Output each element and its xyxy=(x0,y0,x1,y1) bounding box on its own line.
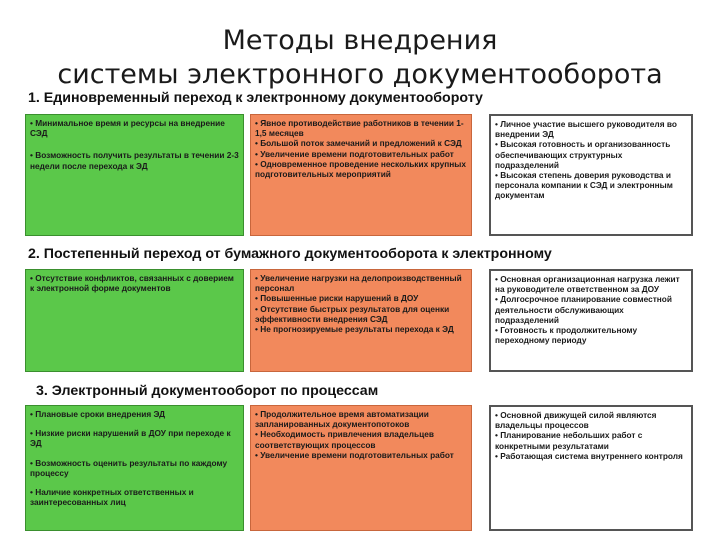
section-3-disadvantages xyxy=(250,405,472,531)
list-item: • Не прогнозируемые результаты перехода к ЭД xyxy=(255,324,454,335)
title-line-1: Методы внедрения xyxy=(222,25,498,56)
list-item: • Низкие риски нарушений в ДОУ при переходе к ЭД xyxy=(30,428,231,449)
section-1-disadvantages xyxy=(250,114,472,236)
list-item: • Планирование небольших работ с конкретными результатами xyxy=(495,430,643,451)
list-item: • Большой поток замечаний и предложений к СЭД xyxy=(255,138,462,149)
list-item: • Минимальное время и ресурсы на внедрение СЭД xyxy=(30,118,225,139)
list-item: • Увеличение времени подготовительных работ xyxy=(255,148,454,159)
list-item: • Высокая степень доверия руководства и персонала компании к СЭД и электронным документам xyxy=(495,170,673,201)
list-item: • Повышенные риски нарушений в ДОУ xyxy=(255,293,419,304)
list-item: • Увеличение времени подготовительных работ xyxy=(255,449,454,460)
list-item: • Явное противодействие работников в течении 1-1,5 месяцев xyxy=(255,118,464,139)
list-item: • Личное участие высшего руководителя во внедрении ЭД xyxy=(495,119,677,140)
list-item: • Увеличение нагрузки на делопроизводственный персонал xyxy=(255,273,462,294)
section-2-advantages xyxy=(25,269,244,372)
list-item: • Возможность оценить результаты по каждому процессу xyxy=(30,457,228,478)
list-item: • Высокая готовность и организованность обеспечивающих структурных подразделений xyxy=(495,139,671,170)
section-3-advantages xyxy=(25,405,244,531)
list-item: • Возможность получить результаты в течении 2-3 недели после перехода к ЭД xyxy=(30,150,239,171)
section-3-conditions xyxy=(489,405,693,531)
list-item: • Готовность к продолжительному переходному периоду xyxy=(495,325,638,346)
list-item: • Основной движущей силой являются владельцы процессов xyxy=(495,410,657,431)
list-item: • Плановые сроки внедрения ЭД xyxy=(30,409,166,419)
list-item: • Работающая система внутреннего контроля xyxy=(495,450,683,461)
list-item: • Основная организационная нагрузка лежит на руководителе ответственном за ДОУ xyxy=(495,274,680,295)
section-1-heading: 1. Единовременный переход к электронному документообороту xyxy=(28,90,483,106)
list-item: • Отсутствие быстрых результатов для оценки эффективности внедрения СЭД xyxy=(255,303,450,324)
section-2-heading: 2. Постепенный переход от бумажного документооборота к электронному xyxy=(28,246,552,262)
list-item: • Одновременное проведение нескольких крупных подготовительных мероприятий xyxy=(255,158,466,180)
section-1-advantages xyxy=(25,114,244,236)
section-2-conditions xyxy=(489,269,693,372)
list-item: • Наличие конкретных ответственных и заинтересованных лиц xyxy=(30,487,194,508)
list-item: • Отсутствие конфликтов, связанных с доверием к электронной форме документов xyxy=(30,273,234,294)
list-item: • Долгосрочное планирование совместной деятельности обслуживающих подразделений xyxy=(495,294,672,325)
section-1-conditions xyxy=(489,114,693,236)
section-2-disadvantages xyxy=(250,269,472,372)
list-item: • Необходимость привлечения владельцев соответствующих процессов xyxy=(255,429,434,450)
section-3-heading: 3. Электронный документооборот по процессам xyxy=(36,383,379,399)
title-line-2: системы электронного документооборота xyxy=(57,59,663,90)
list-item: • Продолжительное время автоматизации запланированных документопотоков xyxy=(255,409,429,430)
